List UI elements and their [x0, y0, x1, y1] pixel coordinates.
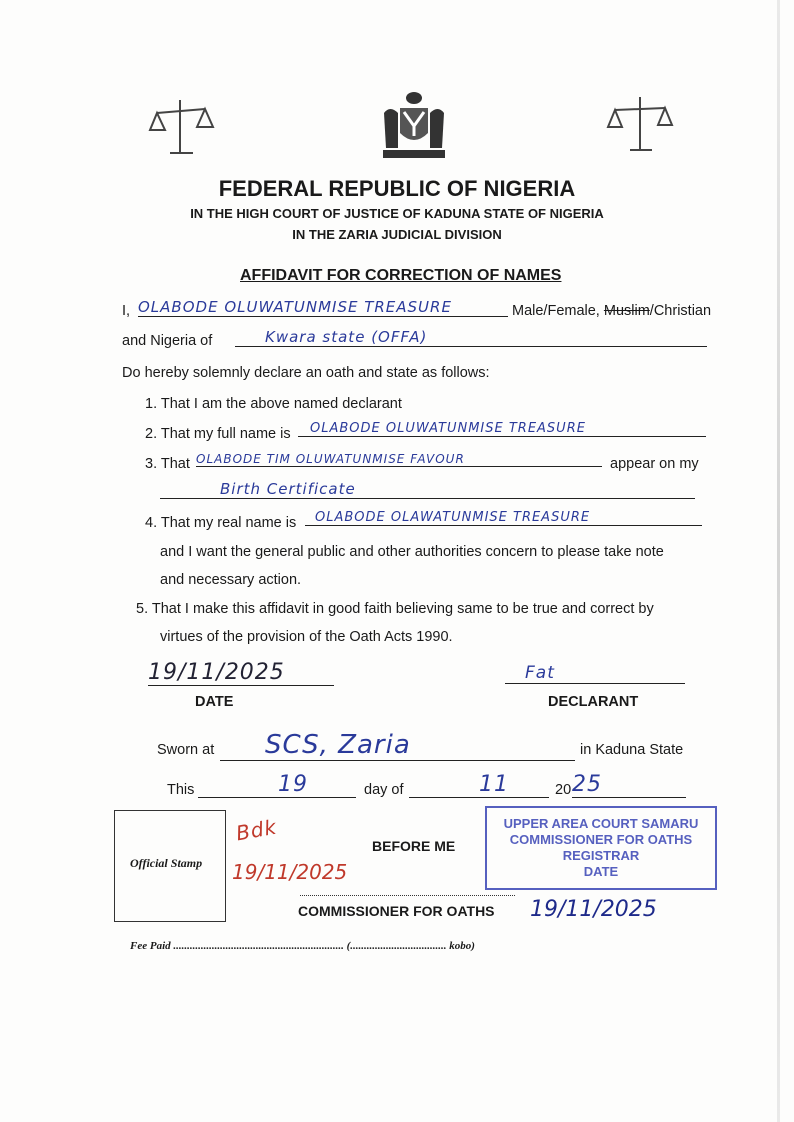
paragraph-3-end: appear on my: [610, 456, 699, 472]
sworn-at-label: Sworn at: [157, 742, 215, 758]
declarant-signature[interactable]: Fat: [505, 663, 685, 684]
form-title: AFFIDAVIT FOR CORRECTION OF NAMES: [240, 267, 562, 284]
month-field[interactable]: 11: [409, 772, 549, 798]
year-field[interactable]: 25: [572, 772, 686, 798]
commissioner-label: COMMISSIONER FOR OATHS: [298, 903, 495, 919]
day-field[interactable]: 19: [198, 772, 356, 798]
official-stamp-label: Official Stamp: [130, 856, 203, 870]
certificate-name-field[interactable]: OLABODE TIM OLUWATUNMISE FAVOUR: [196, 452, 602, 467]
sworn-place-field[interactable]: SCS, Zaria: [220, 730, 575, 761]
religion-struck: Muslim: [603, 303, 650, 319]
red-handwritten-date: 19/11/2025: [232, 860, 348, 884]
paragraph-4-label: 4. That my real name is: [145, 515, 297, 531]
full-name-field[interactable]: OLABODE OLUWATUNMISE TREASURE: [298, 421, 706, 437]
declarant-label: DECLARANT: [548, 694, 639, 710]
gender-options: Male/Female,: [512, 303, 600, 319]
document-field[interactable]: Birth Certificate: [160, 480, 695, 499]
fee-kobo-field[interactable]: (................................... kobo): [346, 940, 475, 952]
fee-naira-field[interactable]: ..............................................................: [173, 940, 344, 952]
paragraph-4-line-3: and necessary action.: [160, 572, 302, 588]
day-of-label: day of: [364, 782, 404, 798]
commissioner-signature-line: [300, 895, 515, 896]
in-state-label: in Kaduna State: [580, 742, 684, 758]
date-field[interactable]: 19/11/2025: [148, 660, 334, 686]
paragraph-5-line-2: virtues of the provision of the Oath Acts 1990.: [160, 629, 453, 645]
red-initials: Bdk: [234, 814, 279, 846]
religion-option: /Christian: [649, 303, 712, 319]
paragraph-5: 5. That I make this affidavit in good faith believing same to be true and correct by: [136, 601, 654, 617]
declarant-name-field[interactable]: OLABODE OLUWATUNMISE TREASURE: [138, 298, 508, 317]
court-stamp: [485, 806, 717, 890]
page-title: FEDERAL REPUBLIC OF NIGERIA: [218, 176, 576, 201]
paper-fold-edge: [777, 0, 780, 1122]
before-me-label: BEFORE ME: [372, 838, 456, 854]
declaration-intro: Do hereby solemnly declare an oath and state as follows:: [122, 365, 490, 381]
real-name-field[interactable]: OLABODE OLAWATUNMISE TREASURE: [305, 510, 702, 526]
paragraph-3-label: 3. That: [145, 456, 190, 472]
scales-of-justice-icon-left: [145, 95, 225, 160]
judicial-division: IN THE ZARIA JUDICIAL DIVISION: [292, 227, 502, 242]
stamp-line-4: DATE: [583, 864, 619, 879]
fee-paid-label: Fee Paid: [130, 940, 171, 952]
court-name: IN THE HIGH COURT OF JUSTICE OF KADUNA STATE OF NIGERIA: [190, 206, 604, 221]
stamp-line-3: REGISTRAR: [562, 848, 640, 863]
blue-handwritten-date: 19/11/2025: [530, 897, 657, 922]
scales-of-justice-icon-right: [600, 92, 680, 157]
paragraph-2-label: 2. That my full name is: [145, 426, 291, 442]
stamp-line-1: UPPER AREA COURT SAMARU: [503, 816, 699, 831]
i-label: I,: [122, 303, 131, 319]
paragraph-1: 1. That I am the above named declarant: [145, 396, 402, 412]
paragraph-4-line-2: and I want the general public and other authorities concern to please take note: [160, 544, 664, 560]
date-label: DATE: [195, 694, 234, 710]
stamp-line-2: COMMISSIONER FOR OATHS: [509, 832, 693, 847]
year-prefix: 20: [555, 782, 572, 798]
nigeria-coat-of-arms-icon: [378, 88, 450, 163]
nigeria-of-label: and Nigeria of: [122, 333, 213, 349]
state-of-origin-field[interactable]: Kwara state (OFFA): [235, 328, 707, 347]
this-label: This: [167, 782, 195, 798]
